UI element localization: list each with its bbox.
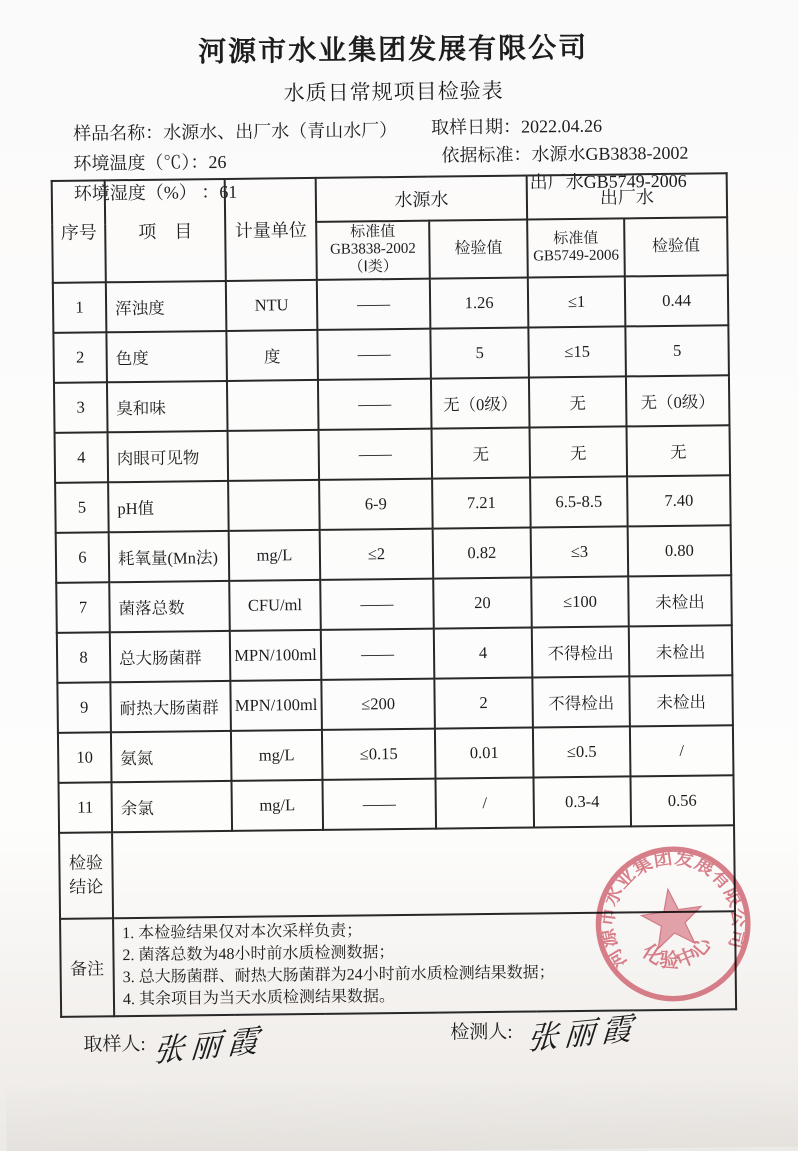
factory-standard-line1: 标准值: [553, 230, 599, 247]
cell-no: 2: [53, 332, 107, 383]
cell-src-std: ——: [320, 578, 434, 629]
table-row: [58, 725, 734, 783]
table-row: [56, 525, 732, 583]
company-name: 河源市水业集团发展有限公司: [198, 31, 589, 68]
cell-item: 耗氧量(Mn法): [109, 531, 230, 582]
cell-fac-std: 不得检出: [532, 676, 630, 727]
company-seal-stamp: [579, 829, 768, 1018]
table-header-row-groups: [52, 173, 727, 225]
cell-unit: mg/L: [231, 780, 323, 831]
cell-fac-std: 6.5-8.5: [530, 476, 628, 527]
table-row: [57, 625, 733, 683]
sampler-signature: 张丽霞: [152, 1022, 266, 1069]
col-header-factory-standard: [527, 218, 625, 277]
cell-fac-std: ≤0.5: [533, 726, 631, 777]
remark-label: 备注: [60, 918, 114, 1017]
conclusion-label: [59, 832, 113, 919]
env-humidity-value: 61: [219, 181, 238, 203]
cell-fac-std: ≤100: [531, 576, 629, 627]
standard-source-value: 水源水GB3838-2002: [531, 142, 689, 165]
table-row: [56, 575, 732, 633]
env-humidity-label: 环境湿度（%） ：: [73, 182, 220, 204]
sample-name-line: [73, 116, 397, 146]
cell-unit: MPN/100ml: [230, 630, 322, 681]
cell-unit: [227, 380, 319, 431]
cell-fac-std: 无: [529, 376, 627, 427]
cell-src-std: ≤2: [320, 528, 434, 579]
cell-src-val: 5: [430, 327, 529, 378]
source-standard-line2: GB3838-2002: [329, 241, 416, 259]
cell-fac-val: 无（0级）: [626, 375, 730, 426]
cell-src-std: ≤0.15: [322, 728, 436, 779]
table-row: [55, 475, 731, 533]
table-row: [57, 675, 733, 733]
cell-fac-val: 未检出: [629, 675, 733, 726]
cell-src-val: 20: [433, 577, 532, 628]
env-temp-line: [73, 148, 226, 176]
cell-fac-std: ≤15: [528, 326, 626, 377]
cell-unit: mg/L: [229, 530, 321, 581]
cell-src-val: /: [435, 777, 534, 828]
cell-src-std: ——: [321, 628, 435, 679]
col-header-no: 序号: [52, 180, 106, 282]
cell-fac-val: 未检出: [628, 575, 732, 626]
cell-fac-val: 0.44: [625, 275, 729, 326]
cell-item: pH值: [108, 481, 229, 532]
cell-src-std: ——: [317, 278, 431, 329]
cell-item: 臭和味: [107, 381, 228, 432]
cell-fac-val: 7.40: [627, 475, 731, 526]
cell-item: 氨氮: [111, 731, 232, 782]
cell-src-std: ——: [317, 328, 431, 379]
conclusion-label-line1: 检验: [68, 853, 104, 873]
sample-name-value: 水源水、出厂水（青山水厂）: [163, 120, 398, 143]
col-header-source-value: 检验值: [429, 220, 528, 279]
cell-item: 总大肠菌群: [110, 631, 231, 682]
cell-item: 耐热大肠菌群: [110, 681, 231, 732]
col-header-item: 项 目: [105, 179, 226, 282]
cell-no: 1: [53, 282, 107, 333]
cell-fac-val: 5: [625, 325, 729, 376]
cell-unit: MPN/100ml: [230, 680, 322, 731]
cell-unit: [228, 430, 320, 481]
cell-item: 菌落总数: [109, 581, 230, 632]
cell-src-val: 0.82: [433, 527, 532, 578]
cell-fac-val: 0.80: [628, 525, 732, 576]
sampling-date-label: 取样日期：: [430, 116, 522, 138]
cell-src-std: ≤200: [321, 678, 435, 729]
seal-center-label: 化验中心: [638, 932, 717, 973]
document-title: 水质日常规项目检验表: [283, 78, 504, 106]
cell-src-val: 7.21: [432, 477, 531, 528]
cell-unit: 度: [226, 330, 318, 381]
cell-item: 色度: [106, 331, 227, 382]
cell-fac-val: 0.56: [630, 775, 734, 826]
table-row: [53, 275, 729, 333]
cell-fac-val: /: [630, 725, 734, 776]
cell-src-val: 2: [434, 677, 533, 728]
table-row: [53, 325, 729, 383]
cell-src-val: 0.01: [435, 727, 534, 778]
remark-line-1: 1. 本检验结果仅对本次采样负责；: [122, 922, 363, 942]
col-group-factory-water: 出厂水: [527, 173, 727, 219]
sampling-date-line: [431, 112, 602, 140]
cell-src-std: ——: [318, 378, 432, 429]
cell-no: 4: [55, 432, 109, 483]
standard-line: [441, 139, 688, 168]
cell-fac-std: ≤3: [531, 526, 629, 577]
cell-no: 3: [54, 382, 108, 433]
col-header-factory-value: 检验值: [624, 217, 728, 276]
paper-shadow: [6, 1076, 798, 1151]
cell-src-val: 1.26: [430, 277, 529, 328]
cell-no: 8: [57, 632, 111, 683]
col-group-source-water: 水源水: [316, 176, 527, 222]
env-temp-label: 环境温度（℃）：: [73, 152, 209, 174]
cell-unit: [228, 480, 320, 531]
cell-src-val: 4: [434, 627, 533, 678]
cell-fac-std: 无: [530, 426, 628, 477]
cell-src-val: 无: [432, 427, 531, 478]
cell-src-std: 6-9: [319, 478, 433, 529]
sample-name-label: 样品名称：: [73, 122, 164, 144]
remark-line-4: 4. 其余项目为当天水质检测结果数据。: [122, 988, 396, 1009]
cell-fac-val: 无: [626, 425, 730, 476]
col-header-source-standard: [316, 221, 430, 280]
signature-row: [5, 1010, 798, 1069]
cell-no: 5: [55, 482, 109, 533]
cell-fac-val: 未检出: [629, 625, 733, 676]
seal-ring-text: 河源市水业集团发展有限公司: [595, 846, 751, 972]
remark-line-2: 2. 菌落总数为48小时前水质检测数据；: [122, 943, 395, 965]
table-row: [55, 425, 731, 483]
standard-label: 依据标准：: [441, 144, 532, 166]
standard-factory-value: 出厂水GB5749-2006: [529, 170, 687, 193]
factory-standard-line2: GB5749-2006: [533, 247, 620, 265]
sampling-date-value: 2022.04.26: [520, 115, 603, 137]
cell-item: 肉眼可见物: [108, 431, 229, 482]
cell-src-std: ——: [322, 778, 436, 829]
col-header-unit: 计量单位: [225, 178, 317, 281]
source-standard-line1: 标准值: [350, 224, 396, 241]
cell-item: 浑浊度: [106, 281, 227, 332]
cell-unit: NTU: [226, 280, 318, 331]
cell-src-std: ——: [319, 428, 433, 479]
tester-signature: 张丽霞: [526, 1010, 640, 1057]
cell-fac-std: 0.3-4: [533, 776, 631, 827]
svg-text:化验中心: [635, 929, 720, 979]
source-standard-line3: （Ⅰ类）: [348, 258, 398, 276]
cell-unit: CFU/ml: [229, 580, 321, 631]
cell-fac-std: ≤1: [528, 276, 626, 327]
sampler-label: 取样人:: [83, 1033, 146, 1056]
cell-no: 9: [57, 682, 111, 733]
cell-src-val: 无（0级）: [431, 377, 530, 428]
env-temp-value: 26: [208, 151, 227, 173]
cell-no: 10: [58, 732, 112, 783]
cell-item: 余氯: [112, 781, 233, 832]
cell-no: 7: [56, 582, 110, 633]
table-row: [59, 775, 735, 833]
cell-no: 11: [59, 782, 113, 833]
conclusion-label-line2: 结论: [69, 877, 104, 897]
cell-no: 6: [56, 532, 110, 583]
cell-fac-std: 不得检出: [532, 626, 630, 677]
remark-line-3: 3. 总大肠菌群、耐热大肠菌群为24小时前水质检测结果数据；: [122, 964, 555, 987]
cell-unit: mg/L: [231, 730, 323, 781]
tester-label: 检测人:: [450, 1021, 513, 1044]
table-row: [54, 375, 730, 433]
